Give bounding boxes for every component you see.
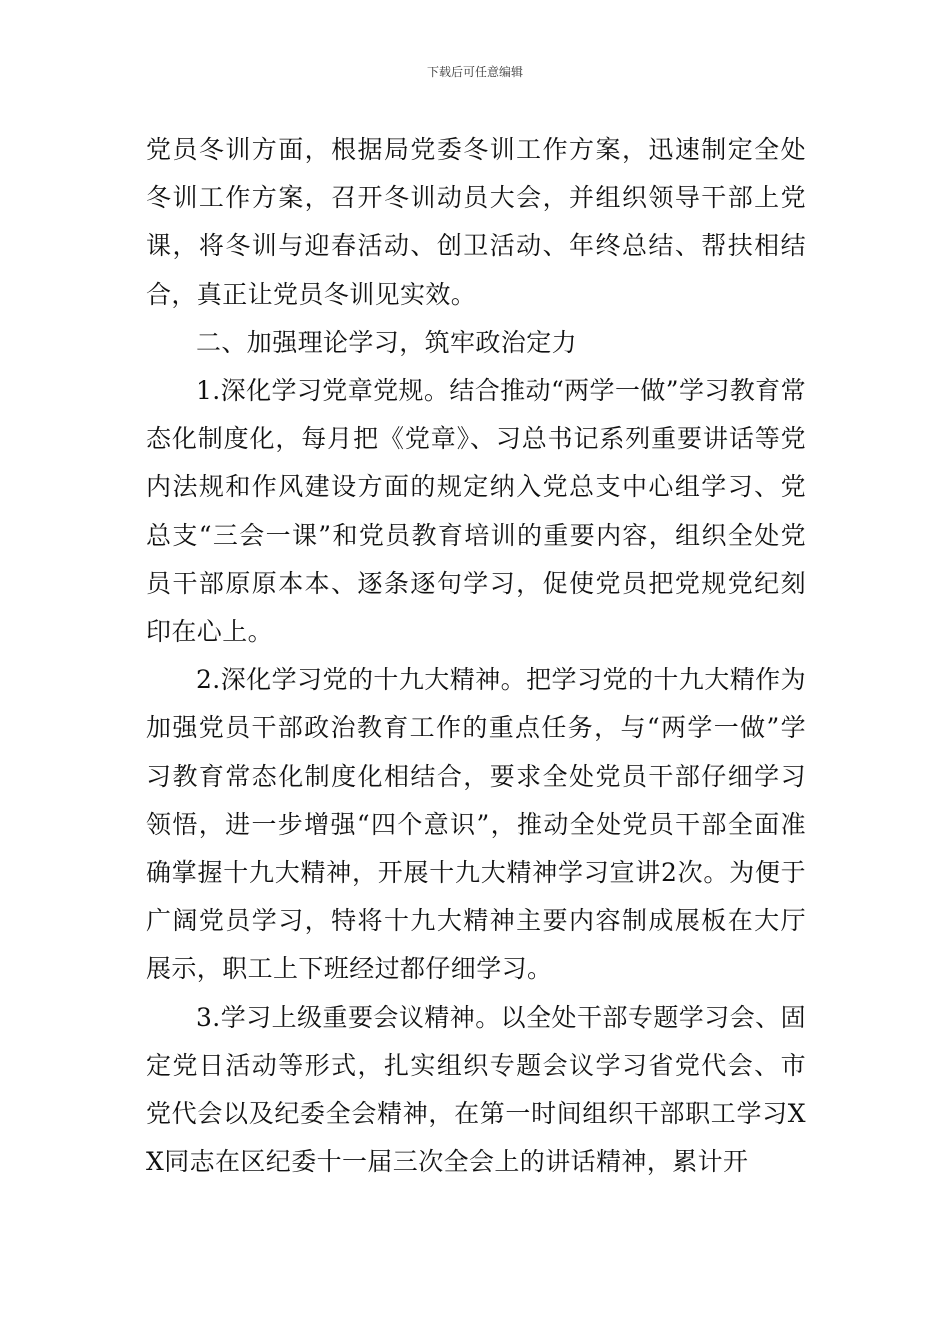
paragraph-nineteenth-congress-study: 2.深化学习党的十九大精神。把学习党的十九大精作为加强党员干部政治教育工作的重点任务，与“两学一做”学习教育常态化制度化相结合，要求全处党员干部仔细学习领悟，进一步增强“四个意识”，推动全处党员干部全面准确掌握十九大精神，开展十九大精神学习宣讲2次。为便于广阔党员学习，特将十九大精神主要内容制成展板在大厅展示，职工上下班经过都仔细学习。: [146, 665, 806, 984]
paragraph-party-rules-study: 1.深化学习党章党规。结合推动“两学一做”学习教育常态化制度化，每月把《党章》、习总书记系列重要讲话等党内法规和作风建设方面的规定纳入党总支中心组学习、党总支“三会一课”和党员教育培训的重要内容，组织全处党员干部原原本本、逐条逐句学习，促使党员把党规党纪刻印在心上。: [146, 376, 806, 647]
page-header-note: 下载后可任意编辑: [426, 65, 523, 79]
paragraph-higher-meetings-study: 3.学习上级重要会议精神。以全处干部专题学习会、固定党日活动等形式，扎实组织专题会议学习省党代会、市党代会以及纪委全会精神，在第一时间组织干部职工学习XX同志在区纪委十一届三次全会上的讲话精神，累计开: [146, 1002, 806, 1177]
paragraph-winter-training: 党员冬训方面，根据局党委冬训工作方案，迅速制定全处冬训工作方案，召开冬训动员大会，并组织领导干部上党课，将冬训与迎春活动、创卫活动、年终总结、帮扶相结合，真正让党员冬训见实效。: [146, 135, 806, 309]
section-heading-theory-study: 二、加强理论学习，筑牢政治定力: [196, 327, 578, 357]
document-body: [146, 126, 806, 1186]
